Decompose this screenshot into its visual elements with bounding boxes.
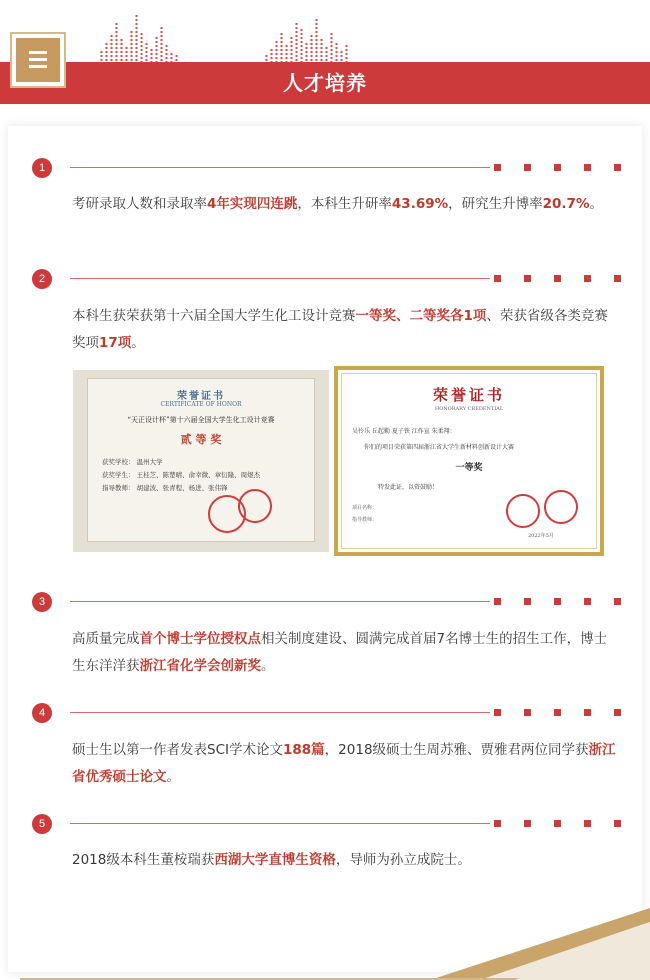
equalizer-decoration-right [265, 10, 355, 62]
certificate-line: 你们的项目荣获第四届浙江省大学生新材料创新设计大赛 [364, 444, 515, 451]
body-text: 高质量完成 [72, 631, 140, 647]
body-text: ，2018级硕士生周苏雅、贾雅君两位同学获 [324, 742, 589, 758]
highlight-text: 188篇 [282, 742, 325, 758]
section-number-badge: 3 [32, 592, 52, 612]
section-text-1 [72, 191, 617, 218]
red-stamp [544, 490, 578, 524]
certificate-competition: “天正设计杯”第十六届全国大学生化工设计竞赛 [127, 416, 275, 424]
body-text: 相关制度建设、圆满完成首届7名博士生的招生工作，博士生东洋洋获 [72, 631, 608, 674]
page-title: 人才培养 [283, 71, 367, 95]
certificate-names: 吴伶乐 丘起勤 夏子铁 江作宣 朱柔翔： [352, 428, 456, 435]
section-number-badge: 4 [32, 703, 52, 723]
body-text: ，导师为孙立成院士。 [335, 852, 471, 868]
certificate-footer: 项目名称： [352, 505, 378, 511]
highlight-text: 20.7% [542, 196, 590, 212]
red-stamp [506, 494, 540, 528]
divider-line [70, 278, 490, 279]
certificate-title: 荣誉证书 [177, 391, 225, 402]
section-header-2 [30, 269, 630, 289]
body-text: 2018级本科生董桉瑞获 [72, 852, 215, 868]
certificate-award: 贰 等 奖 [180, 433, 222, 446]
body-text: ，研究生升博率 [448, 196, 543, 212]
divider-line [70, 823, 490, 824]
section-header-4 [30, 703, 630, 723]
certificate-title: 荣誉证书 [432, 386, 505, 404]
highlight-text: 首个博士学位授权点 [139, 631, 261, 647]
menu-button[interactable] [10, 32, 66, 88]
section-number-badge: 5 [32, 814, 52, 834]
body-text: 。 [589, 196, 603, 212]
highlight-text: 浙江省优秀硕士论文 [72, 742, 616, 785]
body-text: 考研录取人数和录取率 [72, 196, 207, 212]
highlight-text: 浙江省化学会创新奖 [139, 658, 261, 674]
section-text-3 [72, 626, 617, 680]
body-text: ，本科生升研率 [297, 196, 392, 212]
divider-line [70, 167, 490, 168]
content-card [8, 126, 642, 972]
section-text-5 [72, 847, 617, 874]
body-text: 。 [131, 335, 145, 351]
certificate-row: 指导教师： 胡建波、张青程、杨进、张伟锋 [102, 484, 228, 492]
body-text: 硕士生以第一作者发表SCI学术论文 [72, 742, 283, 758]
highlight-text: 43.69% [391, 196, 449, 212]
body-text: 。 [166, 769, 180, 785]
certificate-award: 一等奖 [455, 463, 483, 473]
section-text-4 [72, 737, 617, 791]
body-text: 、荣获省级各类竞赛奖项 [72, 308, 608, 351]
highlight-text: 一等奖、二等奖各1项 [355, 308, 487, 324]
equalizer-decoration-left [100, 10, 180, 62]
divider-line [70, 712, 490, 713]
hamburger-icon [16, 38, 60, 82]
body-text: 。 [261, 658, 275, 674]
page-header [0, 0, 650, 110]
section-header-1 [30, 158, 630, 178]
certificate-footer: 指导教师： [352, 517, 378, 523]
section-number-badge: 2 [32, 269, 52, 289]
section-header-5 [30, 814, 630, 834]
highlight-text: 17项 [99, 335, 132, 351]
divider-line [70, 601, 490, 602]
certificate-closing: 特发此证，以资鼓励！ [378, 484, 439, 491]
certificate-date: 2022年5月 [528, 533, 554, 539]
certificate-subtitle: CERTIFICATE OF HONOR [160, 401, 242, 408]
highlight-text: 西湖大学直博生资格 [214, 852, 336, 868]
red-stamp [238, 489, 272, 523]
section-number-badge: 1 [32, 158, 52, 178]
footer-decoration [0, 900, 650, 980]
certificate-row: 获奖学校： 温州大学 [102, 458, 163, 466]
highlight-text: 4年实现四连跳 [207, 196, 298, 212]
certificate-subtitle: HONORARY CREDENTIAL [434, 406, 504, 412]
certificate-image-second-prize [73, 370, 329, 552]
body-text: 本科生获荣获第十六届全国大学生化工设计竞赛 [72, 308, 356, 324]
section-header-3 [30, 592, 630, 612]
section-text-2 [72, 303, 617, 357]
certificate-row: 获奖学生： 王桂芝、陈楚晴、俞幸微、章衍隆、周煜杰 [102, 471, 261, 479]
certificate-image-first-prize [334, 366, 604, 556]
